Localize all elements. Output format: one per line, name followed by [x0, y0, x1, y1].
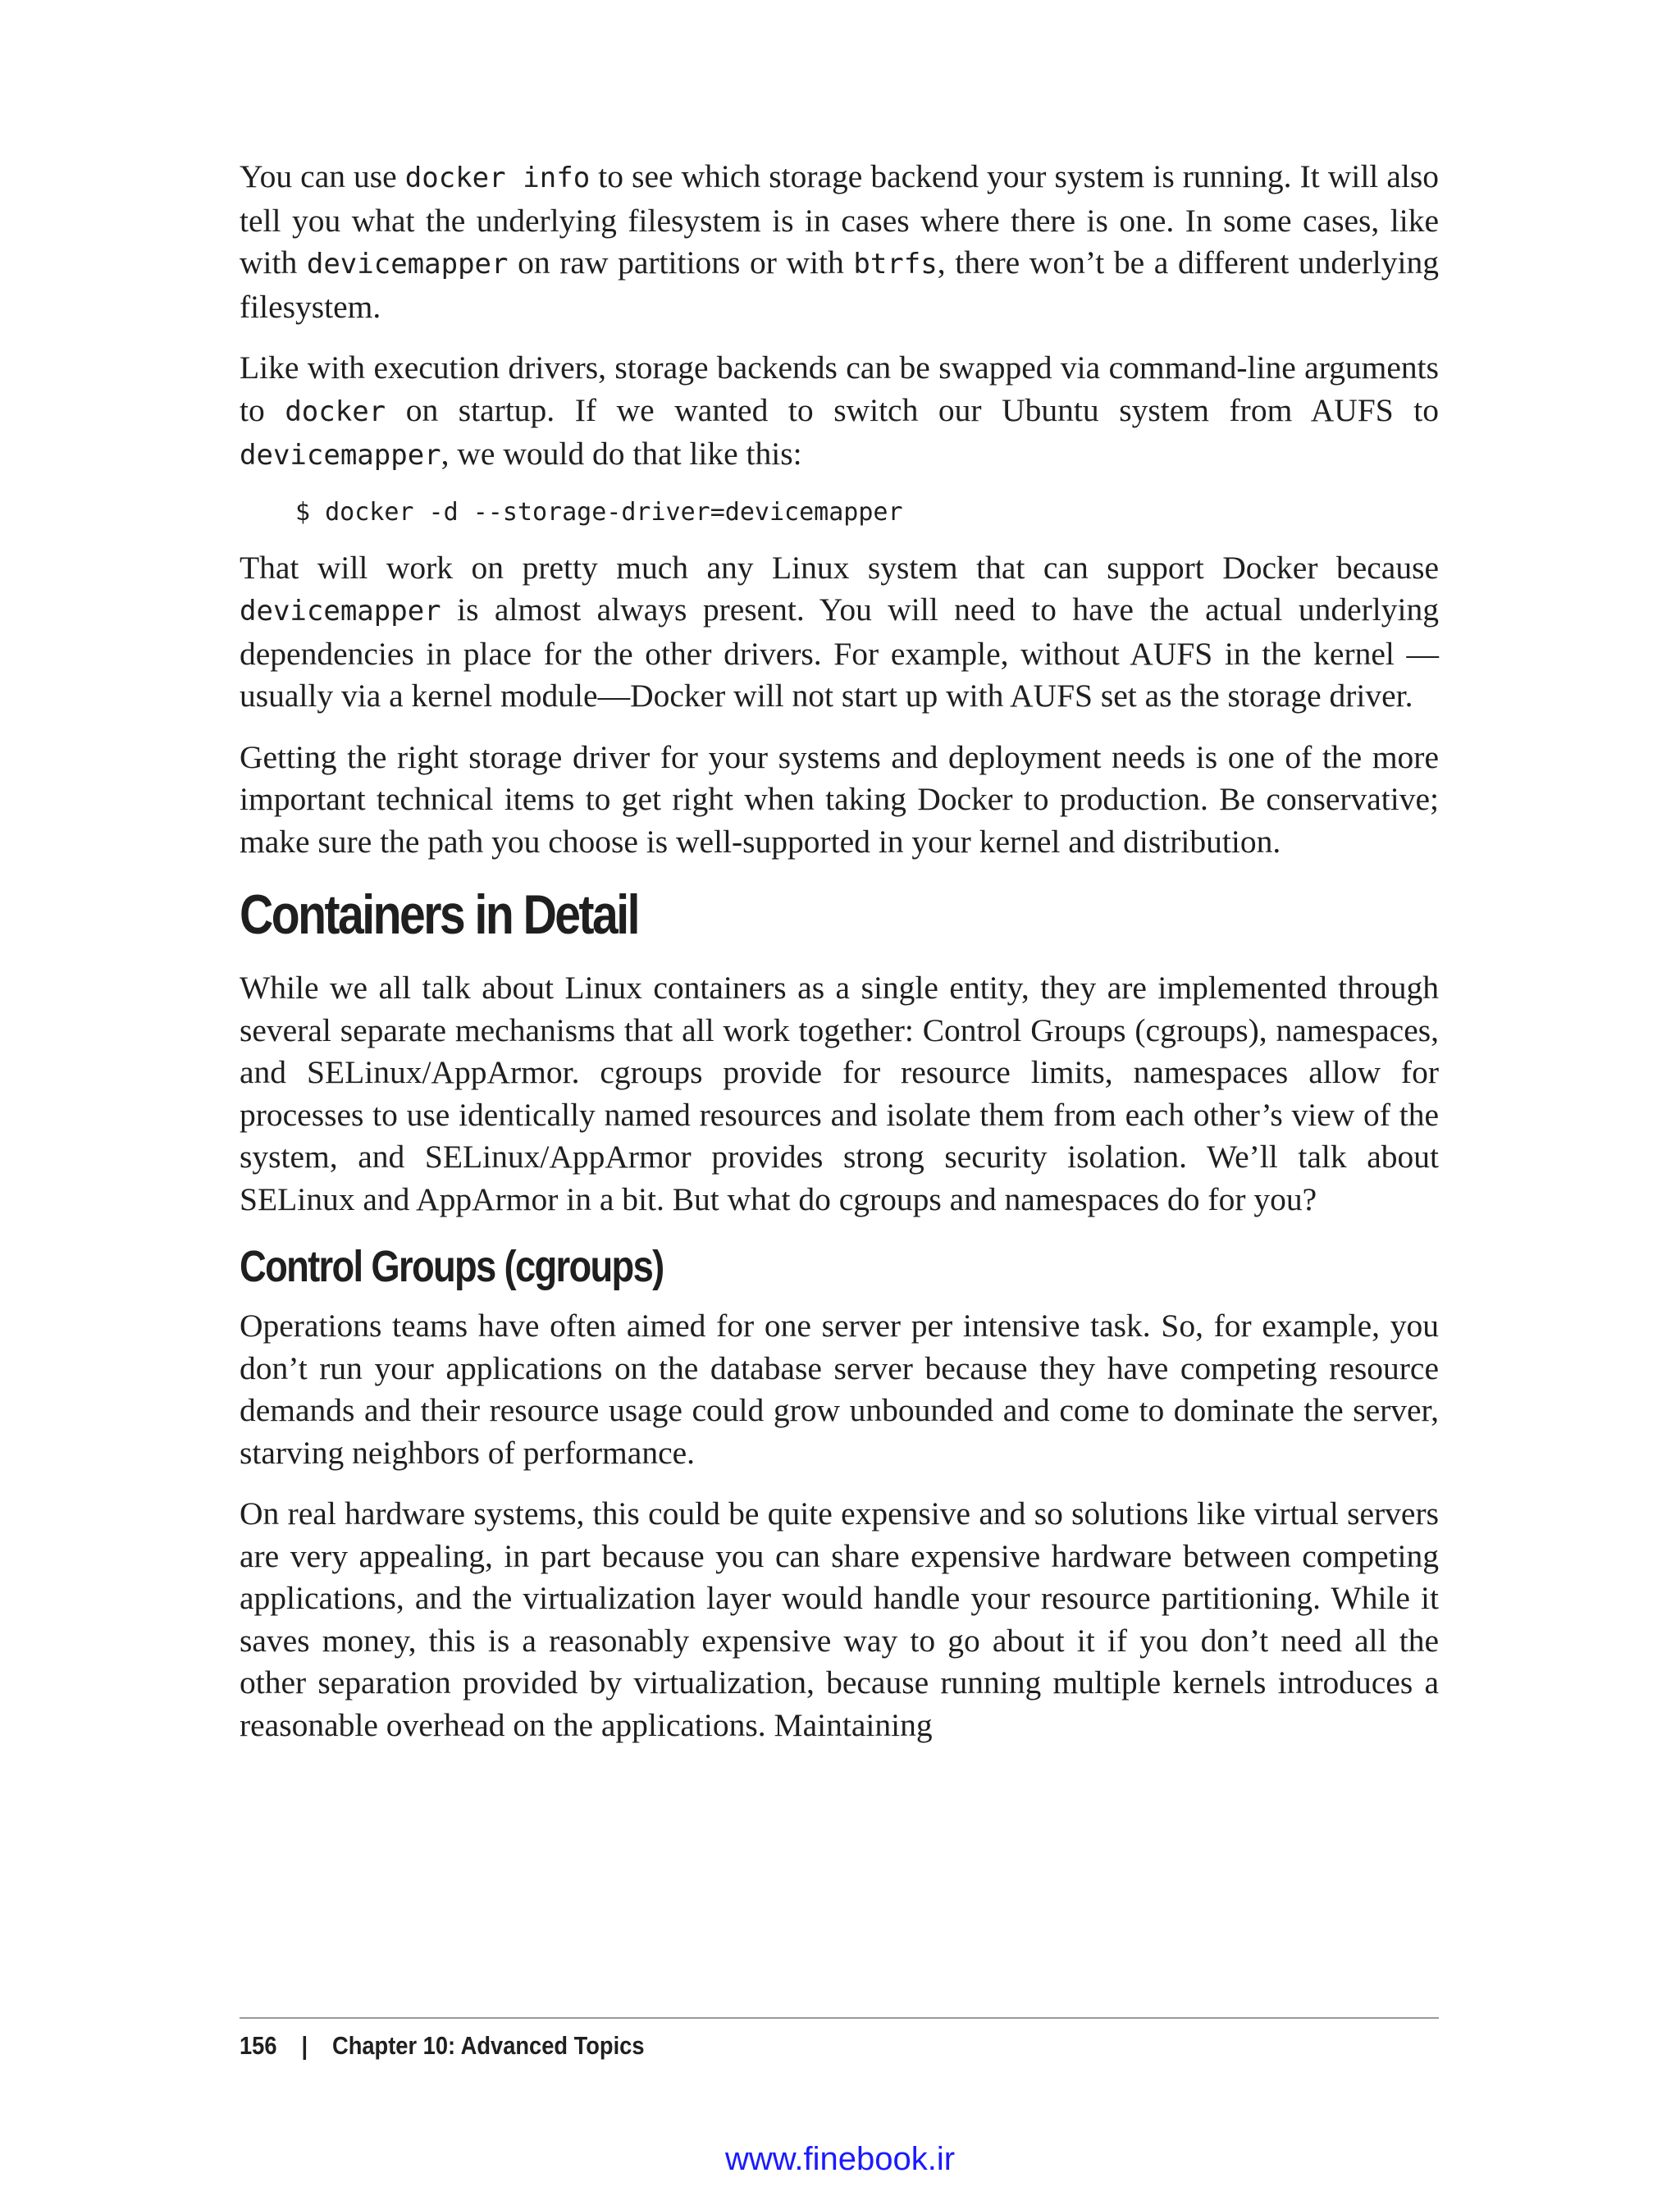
page-footer [240, 2031, 645, 2061]
page-number: 156 [240, 2031, 277, 2060]
inline-code-devicemapper: devicemapper [240, 595, 441, 628]
inline-code-docker-info: docker info [404, 162, 591, 194]
inline-code-devicemapper: devicemapper [240, 439, 441, 472]
inline-code-btrfs: btrfs [853, 248, 938, 281]
code-block-storage-driver: $ docker -d --storage-driver=devicemapper [295, 497, 903, 527]
inline-code-docker: docker [285, 395, 386, 428]
watermark-link[interactable]: www.finebook.ir [724, 2141, 956, 2177]
paragraph-linux-support: That will work on pretty much any Linux system that can support Docker because devicemapper is almost always present. You will need to have the actual underlying dependencies in place for the other drivers. For example, without AUFS in the kernel —usually via a kernel module—Docker will not start up with AUFS set as the storage driver. [240, 549, 1439, 714]
paragraph-containers-intro: While we all talk about Linux containers as a single entity, they are implemented through several separate mechanisms that all work together: Control Groups (cgroups), namespaces, and SELinux/AppArmor. cgroups provide for resource limits, namespaces allow for processes to use identically named resources and isolate them from each other’s view of the system, and SELinux/AppArmor provides strong security isolation. We’ll talk about SELinux and AppArmor in a bit. But what do cgroups and namespaces do for you? [240, 970, 1439, 1217]
paragraph-storage-backends: Like with execution drivers, storage backends can be swapped via command-line arguments to docker on startup. If we wanted to switch our Ubuntu system from AUFS to devicemapper, we would do that like this: [240, 349, 1439, 472]
chapter-title: Chapter 10: Advanced Topics [332, 2031, 645, 2060]
footer-separator: | [301, 2031, 308, 2060]
paragraph-real-hardware: On real hardware systems, this could be quite expensive and so solutions like virtual servers are very appealing, in part because you can share expensive hardware between competing applications, and the virtualization layer would handle your resource partitioning. While it saves money, this is a reasonably expensive way to go about it if you don’t need all the other separation provided by virtualization, because running multiple kernels introduces a reasonable overhead on the applications. Maintaining [240, 1495, 1439, 1743]
subsection-heading-cgroups: Control Groups (cgroups) [240, 1242, 664, 1291]
paragraph-storage-driver-advice: Getting the right storage driver for your systems and deployment needs is one of the more important technical items to get right when taking Docker to production. Be conservative; make sure the path you choose is well-supported in your kernel and distribution. [240, 738, 1439, 860]
inline-code-devicemapper: devicemapper [306, 248, 509, 281]
footer-rule [240, 2017, 1439, 2019]
page-body [240, 156, 1439, 1765]
paragraph-docker-info: You can use docker info to see which storage backend your system is running. It will also tell you what the underlying filesystem is in cases where there is one. In some cases, like with devicemapper on raw partitions or with btrfs, there won’t be a different underlying filesystem. [240, 158, 1439, 325]
paragraph-operations-teams: Operations teams have often aimed for one server per intensive task. So, for example, you don’t run your applications on the database server because they have competing resource demands and their resource usage could grow unbounded and come to dominate the server, starving neighbors of performance. [240, 1308, 1439, 1471]
section-heading-containers-in-detail: Containers in Detail [240, 883, 638, 946]
